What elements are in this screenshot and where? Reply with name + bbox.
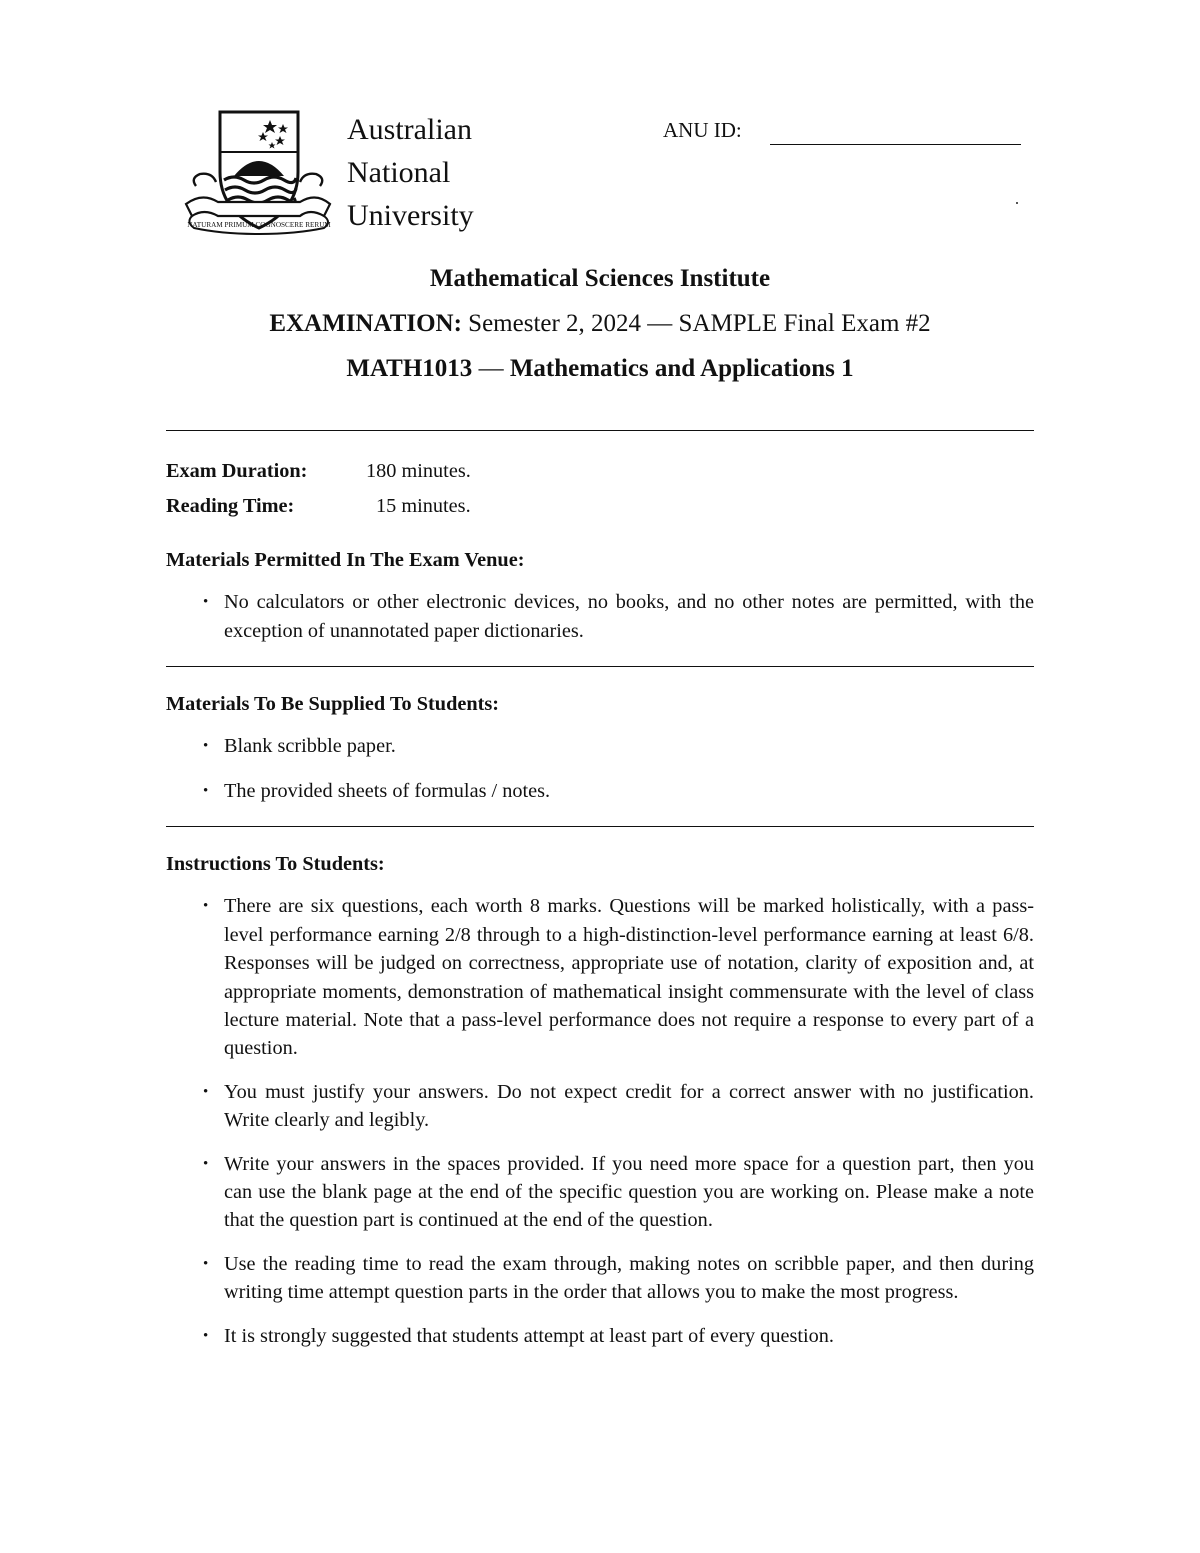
materials-permitted-section <box>166 546 1034 645</box>
stray-mark <box>1016 202 1018 204</box>
instructions-list <box>166 892 1034 1350</box>
list-item: • Use the reading time to read the exam through, making notes on scribble paper, and then during writing time attempt question parts in the order that allows you to make the most progress. <box>166 1250 1034 1307</box>
exam-duration-row <box>166 457 1034 485</box>
materials-supplied-list <box>166 732 1034 805</box>
divider-rule <box>166 666 1034 667</box>
course-code: MATH1013 <box>346 355 473 382</box>
list-item: • Blank scribble paper. <box>166 732 1034 760</box>
materials-permitted-list <box>166 588 1034 645</box>
anu-crest-logo <box>182 106 334 238</box>
university-name-line-3: University <box>347 199 474 232</box>
course-title: Mathematics and Applications 1 <box>509 355 854 382</box>
university-name-line-2: National <box>347 156 451 189</box>
exam-duration-value: 180 minutes. <box>366 460 471 482</box>
exam-label: EXAMINATION: <box>269 310 462 337</box>
anu-id-blank-line <box>770 144 1021 145</box>
divider-rule <box>166 826 1034 827</box>
reading-time-value: 15 minutes. <box>376 495 471 518</box>
divider-rule <box>166 430 1034 431</box>
exam-duration-label: Exam Duration: <box>166 460 308 482</box>
instructions-section <box>166 850 1034 1350</box>
materials-supplied-heading: Materials To Be Supplied To Students: <box>166 693 500 715</box>
list-item: • It is strongly suggested that students attempt at least part of every question. <box>166 1322 1034 1350</box>
list-item: • Write your answers in the spaces provided. If you need more space for a question part, then you can use the blank page at the end of the specific question you are working on. Please make a note that the question part is continued at the end of the question. <box>166 1150 1034 1235</box>
list-item: • No calculators or other electronic devices, no books, and no other notes are permitted, with the exception of unannotated paper dictionaries. <box>166 588 1034 645</box>
course-line <box>0 352 1200 386</box>
crest-motto: NATURAM PRIMUM COGNOSCERE RERUM <box>187 221 331 229</box>
list-item: • The provided sheets of formulas / notes. <box>166 777 1034 805</box>
list-item: • You must justify your answers. Do not expect credit for a correct answer with no justification. Write clearly and legibly. <box>166 1078 1034 1135</box>
exam-times <box>166 457 1034 521</box>
reading-time-row <box>166 492 1034 520</box>
exam-line <box>0 307 1200 341</box>
materials-supplied-section <box>166 690 1034 805</box>
list-item: • There are six questions, each worth 8 marks. Questions will be marked holistically, with a pass-level performance earning 2/8 through to a high-distinction-level performance earning at least 6/8. Responses will be judged on correctness, appropriate use of notation, clarity of exposition and, at appropriate moments, demonstration of mathematical insight commensurate with the level of class lecture material. Note that a pass-level performance does not require a response to every part of a question. <box>166 892 1034 1062</box>
reading-time-label: Reading Time: <box>166 495 295 518</box>
instructions-heading: Instructions To Students: <box>166 853 385 875</box>
university-name-line-1: Australian <box>347 113 472 146</box>
anu-id-label: ANU ID: <box>663 118 742 142</box>
exam-value: Semester 2, 2024 — SAMPLE Final Exam #2 <box>468 310 931 337</box>
institute-title: Mathematical Sciences Institute <box>429 265 771 292</box>
course-dash: — <box>472 355 510 382</box>
exam-title-block <box>0 262 1200 386</box>
materials-permitted-heading: Materials Permitted In The Exam Venue: <box>166 549 525 571</box>
university-name <box>347 108 474 237</box>
